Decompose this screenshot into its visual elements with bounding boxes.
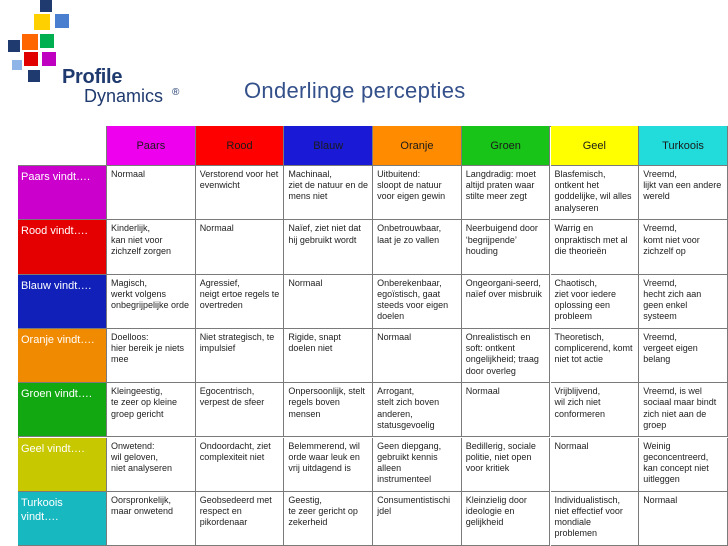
table-cell: Belemmerend, wil orde waar leuk en vrij uitdagend is bbox=[284, 438, 373, 492]
row-label-0: Paars vindt…. bbox=[18, 166, 107, 220]
perception-table bbox=[18, 126, 728, 546]
row-label-3: Oranje vindt…. bbox=[18, 329, 107, 383]
table-cell: Machinaal, ziet de natuur en de mens niet bbox=[284, 166, 373, 220]
table-cell: Onrealistisch en soft: ontkent ongelijkheid; traag door overleg bbox=[462, 329, 551, 383]
table-cell: Normaal bbox=[107, 166, 196, 220]
table-cell: Ondoordacht, ziet complexiteit niet bbox=[196, 438, 285, 492]
row-label-6: Turkoois vindt…. bbox=[18, 492, 107, 546]
table-cell: Bedillerig, sociale politie, niet open voor kritiek bbox=[462, 438, 551, 492]
table-cell: Verstorend voor het evenwicht bbox=[196, 166, 285, 220]
table-cell: Niet strategisch, te impulsief bbox=[196, 329, 285, 383]
table-cell: Onberekenbaar, egoïstisch, gaat steeds voor eigen doelen bbox=[373, 275, 462, 329]
brand-name-line1: Profile bbox=[62, 66, 123, 88]
table-cell: Magisch, werkt volgens onbegrijpelijke orde bbox=[107, 275, 196, 329]
table-cell: Kinderlijk, kan niet voor zichzelf zorgen bbox=[107, 220, 196, 274]
table-cell: Vreemd, hecht zich aan geen enkel systeem bbox=[639, 275, 728, 329]
table-cell: Normaal bbox=[551, 438, 640, 492]
table-cell: Onbetrouwbaar, laat je zo vallen bbox=[373, 220, 462, 274]
registered-mark: ® bbox=[172, 87, 180, 98]
table-cell: Kleingeestig, te zeer op kleine groep gericht bbox=[107, 383, 196, 437]
table-cell: Kleinzielig door ideologie en gelijkheid bbox=[462, 492, 551, 546]
table-cell: Normaal bbox=[373, 329, 462, 383]
table-cell: Vrijblijvend, wil zich niet conformeren bbox=[551, 383, 640, 437]
table-cell: Geestig, te zeer gericht op zekerheid bbox=[284, 492, 373, 546]
table-cell: Rigide, snapt doelen niet bbox=[284, 329, 373, 383]
table-cell: Naïef, ziet niet dat hij gebruikt wordt bbox=[284, 220, 373, 274]
table-cell: Geen diepgang, gebruikt kennis alleen instrumenteel bbox=[373, 438, 462, 492]
table-cell: Doelloos: hier bereik je niets mee bbox=[107, 329, 196, 383]
table-cell: Consumentistischi jdel bbox=[373, 492, 462, 546]
table-cell: Oorspronkelijk, maar onwetend bbox=[107, 492, 196, 546]
row-label-1: Rood vindt…. bbox=[18, 220, 107, 274]
table-cell: Neerbuigend door ‘begrijpende’ houding bbox=[462, 220, 551, 274]
column-header-rood: Rood bbox=[196, 126, 285, 166]
column-header-groen: Groen bbox=[462, 126, 551, 166]
table-cell: Warrig en onpraktisch met al die theorieën bbox=[551, 220, 640, 274]
table-cell: Langdradig: moet altijd praten waar stilte meer zegt bbox=[462, 166, 551, 220]
table-cell: Normaal bbox=[284, 275, 373, 329]
table-cell: Vreemd, lijkt van een andere wereld bbox=[639, 166, 728, 220]
table-cell: Onpersoonlijk, stelt regels boven mensen bbox=[284, 383, 373, 437]
table-cell: Geobsedeerd met respect en pikordenaar bbox=[196, 492, 285, 546]
table-cell: Agressief, neigt ertoe regels te overtreden bbox=[196, 275, 285, 329]
column-header-oranje: Oranje bbox=[373, 126, 462, 166]
table-cell: Chaotisch, ziet voor iedere oplossing een probleem bbox=[551, 275, 640, 329]
row-label-4: Groen vindt…. bbox=[18, 383, 107, 437]
row-label-2: Blauw vindt…. bbox=[18, 275, 107, 329]
company-logo bbox=[0, 0, 230, 110]
table-cell: Egocentrisch, verpest de sfeer bbox=[196, 383, 285, 437]
table-cell: Vreemd, is wel sociaal maar bindt zich niet aan de groep bbox=[639, 383, 728, 437]
page-title: Onderlinge percepties bbox=[244, 78, 466, 103]
table-cell: Normaal bbox=[639, 492, 728, 546]
table-cell: Weinig geconcentreerd, kan concept niet uitleggen bbox=[639, 438, 728, 492]
table-cell: Onwetend: wil geloven, niet analyseren bbox=[107, 438, 196, 492]
table-cell: Vreemd, komt niet voor zichzelf op bbox=[639, 220, 728, 274]
column-header-geel: Geel bbox=[551, 126, 640, 166]
table-cell: Individualistisch, niet effectief voor mondiale problemen bbox=[551, 492, 640, 546]
table-cell: Blasfemisch, ontkent het goddelijke, wil alles analyseren bbox=[551, 166, 640, 220]
column-header-paars: Paars bbox=[107, 126, 196, 166]
table-corner-cell bbox=[18, 126, 107, 166]
column-header-turkoois: Turkoois bbox=[639, 126, 728, 166]
brand-name-line2: Dynamics bbox=[84, 86, 164, 106]
table-cell: Vreemd, vergeet eigen belang bbox=[639, 329, 728, 383]
table-cell: Normaal bbox=[462, 383, 551, 437]
table-cell: Theoretisch, complicerend, komt niet tot actie bbox=[551, 329, 640, 383]
table-cell: Ongeorgani-seerd, naïef over misbruik bbox=[462, 275, 551, 329]
table-cell: Arrogant, stelt zich boven anderen, statusgevoelig bbox=[373, 383, 462, 437]
table-cell: Uitbuitend: sloopt de natuur voor eigen gewin bbox=[373, 166, 462, 220]
table-cell: Normaal bbox=[196, 220, 285, 274]
row-label-5: Geel vindt…. bbox=[18, 438, 107, 492]
column-header-blauw: Blauw bbox=[284, 126, 373, 166]
